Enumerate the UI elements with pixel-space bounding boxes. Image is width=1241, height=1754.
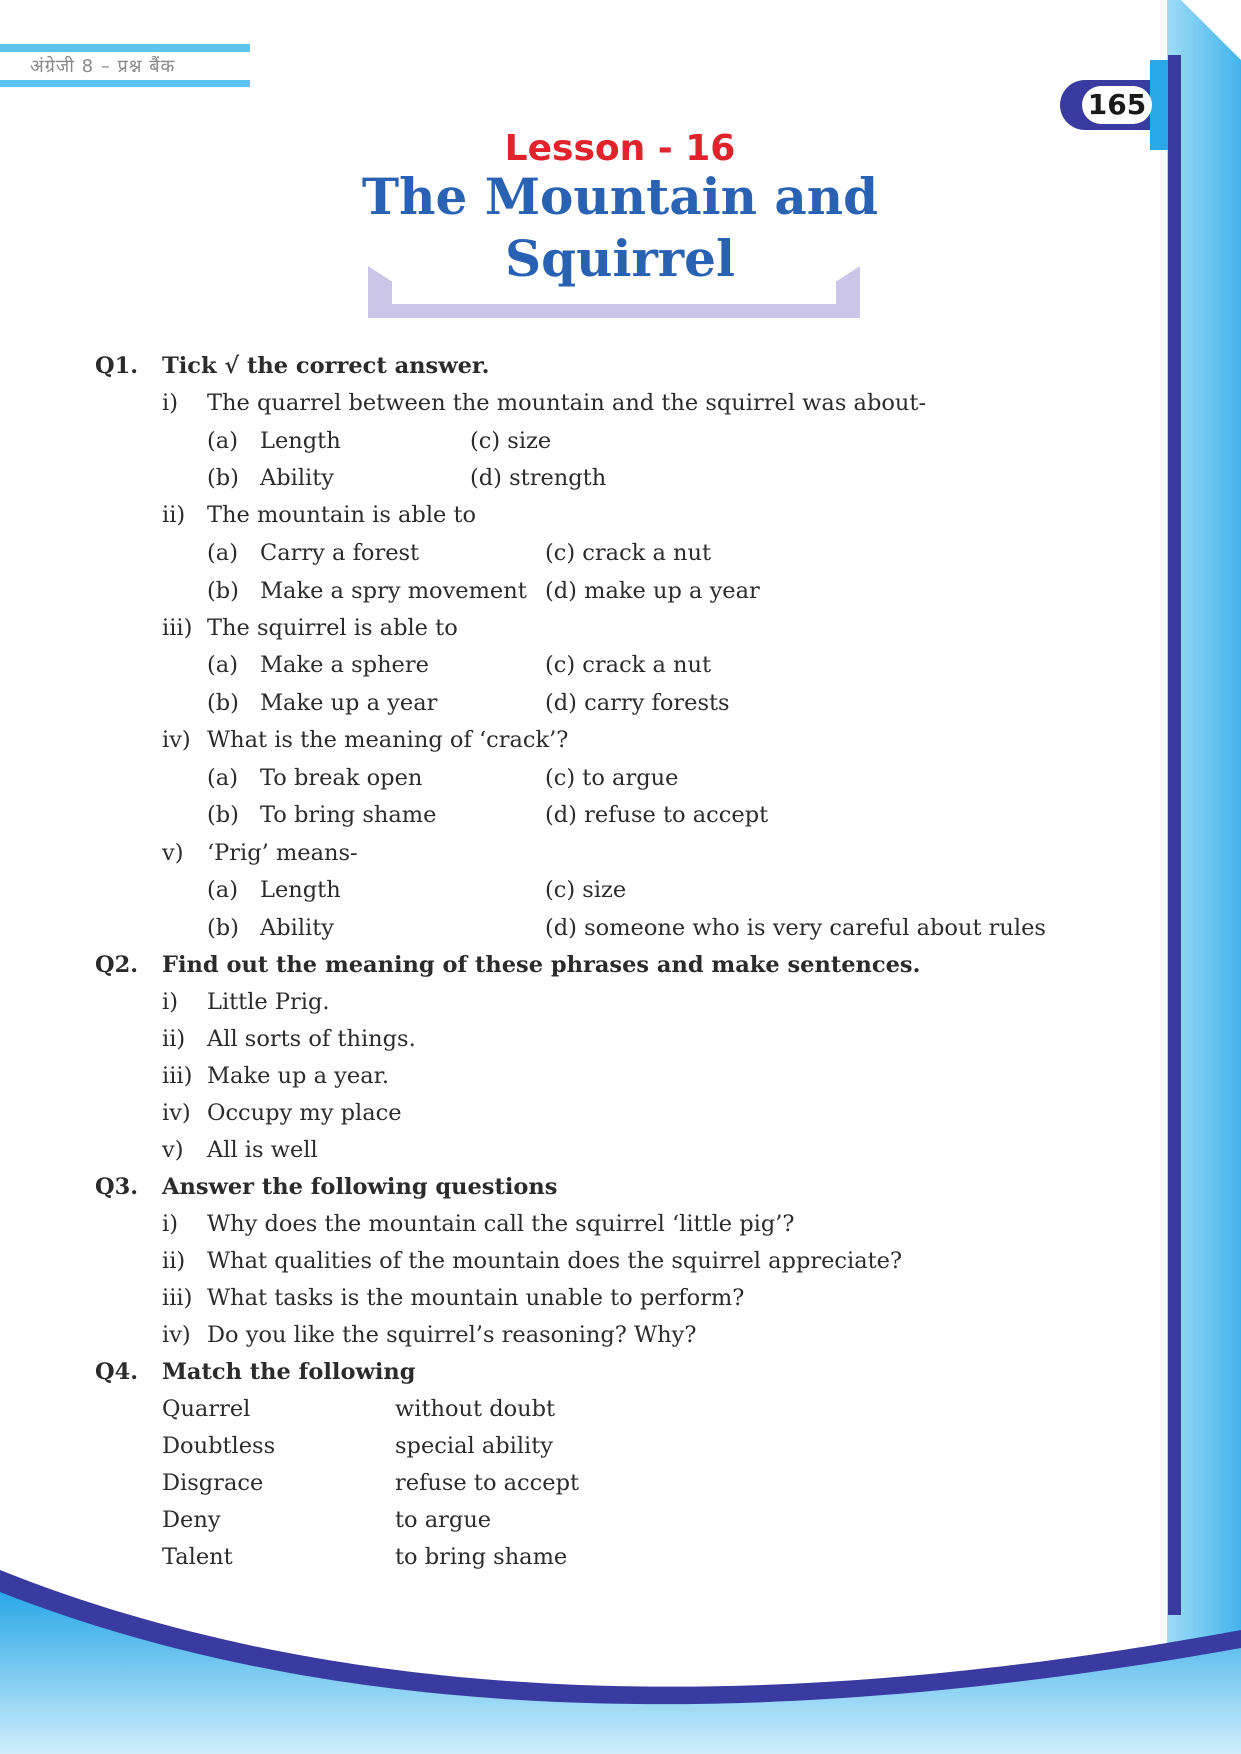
right-navy-bar [1168,55,1181,1615]
match-right: refuse to accept [395,1470,580,1496]
q3-item-num: i) [162,1211,178,1237]
q1-item-num: i) [162,390,178,416]
option-label: (a) [207,428,238,454]
option-text: Carry a forest [260,540,420,566]
q1-item-text: The mountain is able to [207,502,477,528]
q1-text: Tick √ the correct answer. [162,353,490,379]
q1-item-text: What is the meaning of ‘crack’? [207,727,569,753]
q3-item-num: ii) [162,1248,186,1274]
option-text: (d) someone who is very careful about rules [545,915,1046,941]
q2-item-num: iv) [162,1100,191,1126]
q1-item-text: ‘Prig’ means- [207,840,358,866]
option-text: (d) make up a year [545,578,760,604]
option-text: Ability [260,915,334,941]
option-text: Make up a year [260,690,438,716]
title-line-2: Squirrel [505,229,735,288]
option-text: Make a sphere [260,652,429,678]
q3-number: Q3. [95,1174,139,1200]
option-label: (b) [207,578,239,604]
match-left: Doubtless [162,1433,276,1459]
match-right: to argue [395,1507,492,1533]
option-text: (c) size [470,428,552,454]
q3-item-text: Why does the mountain call the squirrel ‘little pig’? [207,1211,795,1237]
option-text: To bring shame [260,802,437,828]
q3-item-text: What tasks is the mountain unable to perform? [207,1285,745,1311]
q1-item-num: v) [162,840,184,866]
q2-item-num: v) [162,1137,184,1163]
match-right: special ability [395,1433,553,1459]
option-text: Length [260,428,341,454]
option-text: Make a spry movement [260,578,527,604]
q1-item-num: ii) [162,502,186,528]
q4-text: Match the following [162,1359,416,1385]
q2-item-text: Make up a year. [207,1063,390,1089]
lesson-label: Lesson - 16 [504,128,736,169]
option-label: (b) [207,802,239,828]
option-text: (c) size [545,877,627,903]
match-right: without doubt [395,1396,556,1422]
option-text: (c) crack a nut [545,540,712,566]
option-label: (a) [207,765,238,791]
option-label: (b) [207,690,239,716]
q2-item-num: iii) [162,1063,193,1089]
option-label: (a) [207,540,238,566]
option-text: (d) strength [470,465,607,491]
running-header: अंग्रेजी 8 – प्रश्न बैंक [30,56,176,77]
match-left: Deny [162,1507,221,1533]
match-right: to bring shame [395,1544,568,1570]
q1-item-text: The quarrel between the mountain and the squirrel was about- [207,390,927,416]
q1-item-num: iv) [162,727,191,753]
option-text: To break open [260,765,423,791]
q2-text: Find out the meaning of these phrases and make sentences. [162,952,921,978]
title-line-1: The Mountain and [361,167,879,226]
title-bracket [368,266,860,318]
page-tab-fold [1150,60,1168,150]
q2-item-num: i) [162,989,178,1015]
page-number: 165 [1082,86,1152,124]
q3-item-text: Do you like the squirrel’s reasoning? Why? [207,1322,697,1348]
q2-item-text: Occupy my place [207,1100,402,1126]
q1-item-text: The squirrel is able to [207,615,458,641]
option-text: (d) carry forests [545,690,730,716]
q2-number: Q2. [95,952,139,978]
q1-item-num: iii) [162,615,193,641]
match-left: Quarrel [162,1396,251,1422]
q3-text: Answer the following questions [162,1174,558,1200]
match-left: Disgrace [162,1470,264,1496]
match-left: Talent [162,1544,233,1570]
option-label: (a) [207,877,238,903]
q2-item-num: ii) [162,1026,186,1052]
q2-item-text: All sorts of things. [207,1026,416,1052]
q1-heading [95,353,138,379]
q2-item-text: All is well [207,1137,318,1163]
option-label: (b) [207,915,239,941]
option-text: Length [260,877,341,903]
q1-number: Q1. [95,353,139,379]
header-strip-bottom [0,80,250,87]
option-text: Ability [260,465,334,491]
option-text: (c) crack a nut [545,652,712,678]
option-text: (d) refuse to accept [545,802,769,828]
q3-item-text: What qualities of the mountain does the squirrel appreciate? [207,1248,903,1274]
option-label: (b) [207,465,239,491]
option-text: (c) to argue [545,765,679,791]
header-strip-top [0,44,250,52]
q4-number: Q4. [95,1359,139,1385]
bottom-wave [0,1540,1241,1754]
q3-item-num: iii) [162,1285,193,1311]
q3-item-num: iv) [162,1322,191,1348]
q2-item-text: Little Prig. [207,989,330,1015]
corner-cut [1181,0,1241,60]
option-label: (a) [207,652,238,678]
